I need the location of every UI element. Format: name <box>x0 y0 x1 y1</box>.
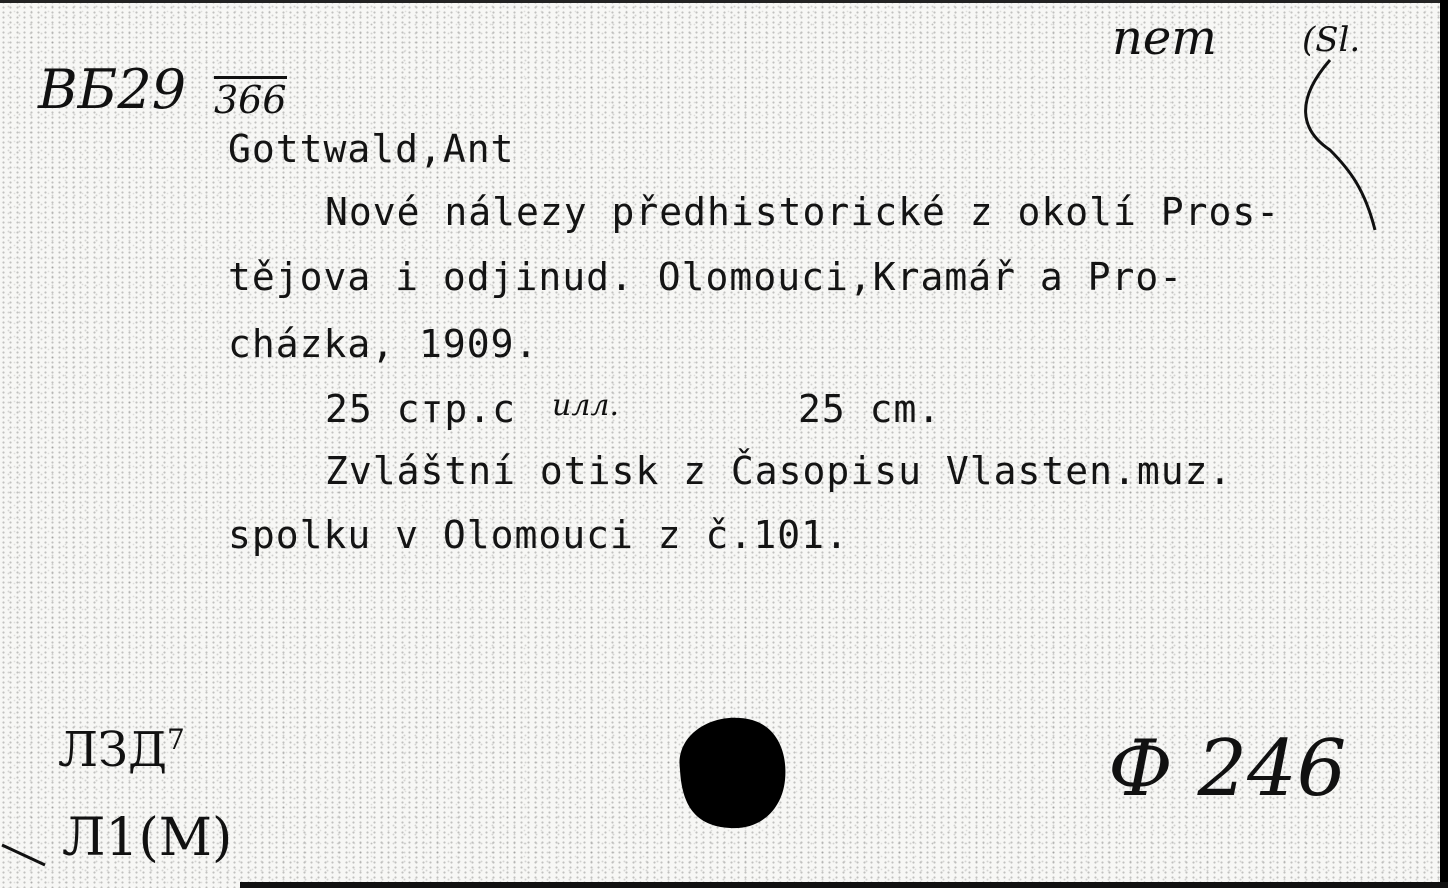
note-line-1: Zvláštní otisk z Časopisu Vlasten.muz. <box>325 449 1233 493</box>
extent-size: 25 cm. <box>798 387 942 431</box>
punch-hole <box>660 710 800 840</box>
call-number-sub <box>214 76 287 122</box>
top-right-note <box>1112 10 1217 66</box>
top-right-curve <box>1290 40 1430 240</box>
top-right-marks-text: (Sl. <box>1302 20 1361 60</box>
bottom-left-dash <box>0 840 60 870</box>
title-line-1: Nové nálezy předhistorické z okolí Pros- <box>325 190 1281 234</box>
top-right-note-text: nem <box>1112 10 1217 66</box>
bottom-left-code-2-text: Л1(М) <box>62 808 233 868</box>
title-line-3: cházka, 1909. <box>228 322 539 366</box>
call-number-sub-text: 366 <box>214 78 287 122</box>
bottom-left-code-1-sup: 7 <box>166 723 185 756</box>
author-line: Gottwald,Ant <box>228 127 515 171</box>
bottom-left-code-2 <box>62 808 232 868</box>
call-number <box>38 58 186 121</box>
card-top-edge <box>0 0 1448 3</box>
bottom-right-code <box>1108 724 1346 814</box>
note-line-2: spolku v Olomouci z č.101. <box>228 513 849 557</box>
extent-ill: илл. <box>552 388 620 423</box>
bottom-right-code-text: Ф 246 <box>1108 724 1347 814</box>
card-bottom-edge <box>240 882 1448 888</box>
card-right-edge <box>1440 0 1448 888</box>
call-number-main: ВБ29 <box>38 58 187 121</box>
extent-pages: 25 стр.с <box>325 387 517 431</box>
bottom-left-code-1-text: ЛЗД <box>58 722 167 778</box>
title-line-2: tějova i odjinud. Olomouci,Kramář a Pro- <box>228 255 1184 299</box>
bottom-left-code-1 <box>58 722 185 778</box>
